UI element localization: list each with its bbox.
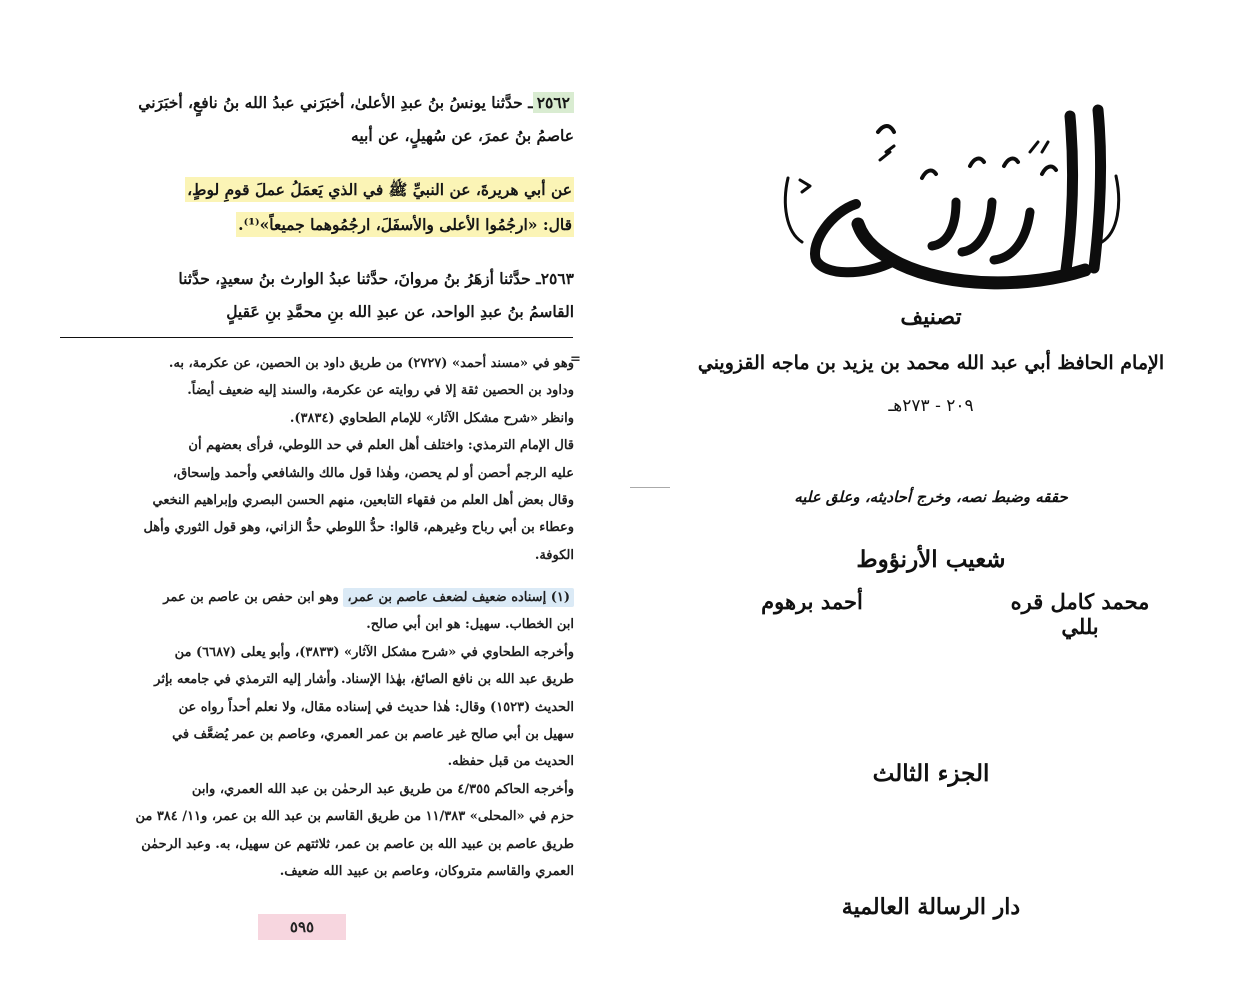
left-page — [0, 0, 620, 988]
title-calligraphy-logo — [780, 92, 1122, 297]
footnote-continued-line5: عليه الرجم أحصن أو لم يحصن، وهٰذا قول مالك والشافعي وأحمد وإسحاق، — [172, 465, 574, 481]
footnote-1-line8: وأخرجه الحاكم ٤/٣٥٥ من طريق عبد الرحمٰن بن عبد الله العمري، وابن — [191, 781, 574, 797]
edited-by-label: حققه وضبط نصه، وخرج أحاديثه، وعلق عليه — [794, 488, 1068, 506]
author-line: الإمام الحافظ أبي عبد الله محمد بن يزيد بن ماجه القزويني — [697, 352, 1165, 374]
footnote-continued-line4: قال الإمام الترمذي: واختلف أهل العلم في حد اللوطي، فرأى بعضهم أن — [188, 438, 574, 454]
hadith-2563-line2: القاسمُ بنُ عبدِ الواحد، عن عبدِ الله بنِ محمَّدِ بنِ عَقيلٍ — [226, 302, 574, 321]
hadith-2562-line1: ـ حدَّثنا يونسُ بنُ عبدِ الأعلىٰ، أخبَرَني عبدُ الله بنُ نافعٍ، أخبَرَني — [138, 93, 533, 112]
editor-right: محمد كامل قره بللي — [1010, 589, 1150, 639]
hadith-2563-chain — [58, 262, 574, 328]
footnote-1-line11: العمري والقاسم متروكان، وعاصم بن عبيد الله ضعيف. — [279, 864, 574, 880]
footnote-1 — [58, 584, 574, 885]
footnote-continued-line1: وهو في «مسند أحمد» (٢٧٢٧) من طريق داود بن الحصين، عن عكرمة، به. — [168, 356, 574, 371]
editor-main: شعيب الأرنؤوط — [856, 546, 1006, 573]
footnote-continued-line7: وعطاء بن أبي رباح وغيرهم، قالوا: حدُّ اللوطي حدُّ الزاني، وهو قول الثوري وأهل — [143, 520, 574, 536]
right-page — [620, 0, 1242, 988]
hadith-2562-text-line2: قال: «ارجُمُوا الأعلى والأسفَلَ، ارجُمُوهما جميعاً»⁽¹⁾. — [236, 212, 574, 237]
hadith-number-2562: ٢٥٦٢ — [533, 92, 574, 113]
footnote-1-line10: طريق عاصم بن عبيد الله بن عاصم بن عمر، ثلاثتهم عن سهيل، به. وعبد الرحمٰن — [141, 836, 574, 852]
footnote-continued-line8: الكوفة. — [534, 547, 574, 563]
hadith-2562-line2: عاصمُ بنُ عمرَ، عن سُهيلٍ، عن أبيه — [351, 126, 574, 145]
footnote-continued-line2: وداود بن الحصين ثقة إلا في روايته عن عكرمة، والسند إليه ضعيف أيضاً. — [187, 383, 574, 399]
hadith-2562-text — [58, 172, 574, 242]
footnote-1-line1-rest: وهو ابن حفص بن عاصم بن عمر — [163, 590, 339, 605]
footnote-separator — [60, 337, 573, 338]
footnote-continued — [58, 350, 574, 569]
publisher-name: دار الرسالة العالمية — [841, 894, 1021, 920]
volume-label: الجزء الثالث — [872, 760, 990, 787]
footnote-1-highlight: (١) إسناده ضعيف لضعف عاصم بن عمر، — [343, 588, 574, 607]
footnote-1-line4: طريق عبد الله بن نافع الصائغ، بهٰذا الإسناد. وأشار إليه الترمذي في جامعه بإثر — [154, 672, 574, 688]
hadith-2563-line1: ٢٥٦٣ـ حدَّثنا أزهَرُ بنُ مروانَ، حدَّثنا عبدُ الوارث بنُ سعيدٍ، حدَّثنا — [178, 269, 574, 288]
continuation-mark: = — [570, 352, 581, 367]
footnote-1-line6: سهيل بن أبي صالح غير عاصم بن عمر العمري، وعاصم بن عمر يُضعَّف في — [172, 727, 574, 743]
footnote-1-line2: ابن الخطاب. سهيل: هو ابن أبي صالح. — [366, 617, 574, 633]
composed-by-label: تصنيف — [900, 304, 962, 330]
footnote-1-line9: حزم في «المحلى» ١١/٣٨٣ من طريق القاسم بن عبد الله بن عمر، و١١/ ٣٨٤ من — [135, 809, 574, 825]
hadith-2562-text-line1: عن أبي هريرةَ، عن النبيِّ ﷺ في الذي يَعمَلُ عملَ قومِ لوطٍ، — [185, 177, 574, 202]
author-dates: ٢٠٩ - ٢٧٣هـ — [888, 396, 974, 416]
page-number: ٥٩٥ — [258, 914, 346, 940]
footnote-1-line7: الحديث من قبل حفظه. — [447, 754, 574, 770]
editor-left: أحمد برهوم — [761, 589, 863, 614]
footnote-1-line3: وأخرجه الطحاوي في «شرح مشكل الآثار» (٣٨٣٣)، وأبو يعلى (٦٦٨٧) من — [174, 644, 574, 660]
footnote-continued-line3: وانظر «شرح مشكل الآثار» للإمام الطحاوي (٣٨٣٤). — [289, 410, 574, 426]
footnote-continued-line6: وقال بعض أهل العلم من فقهاء التابعين، منهم الحسن البصري وإبراهيم النخعي — [152, 493, 574, 509]
hadith-2562-chain — [58, 86, 574, 152]
footnote-1-line5: الحديث (١٥٢٣) وقال: هٰذا حديث في إسناده مقال، ولا نعلم أحداً رواه عن — [178, 699, 574, 715]
